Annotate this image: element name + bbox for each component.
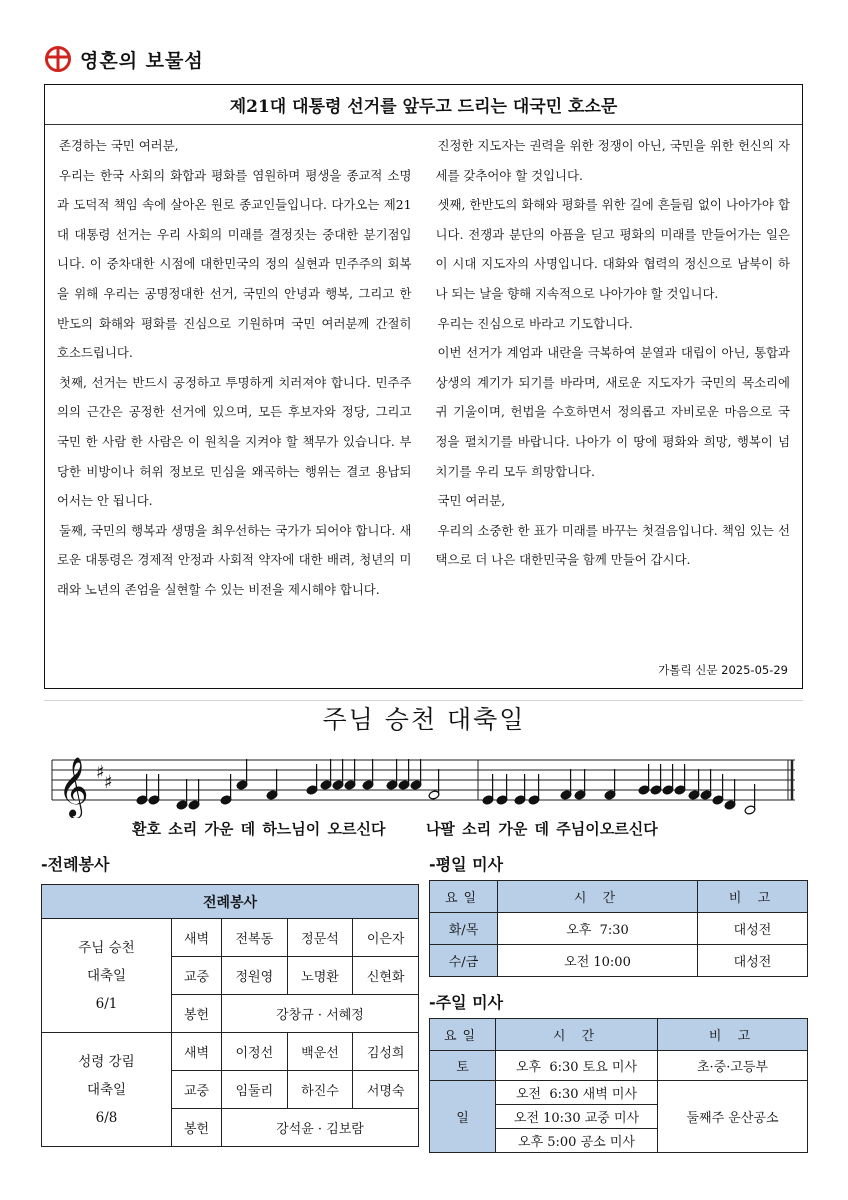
time-cell: 오전 6:30 새벽 미사 [496, 1081, 658, 1105]
sunday-section-label: -주일 미사 [429, 993, 504, 1012]
note-cell: 초·중·고등부 [658, 1051, 808, 1081]
appeal-paragraph: 우리의 소중한 한 표가 미래를 바꾸는 첫걸음입니다. 책임 있는 선택으로 더 나은 대한민국을 함께 만들어 갑시다. [435, 522, 790, 568]
role-label: 봉헌 [172, 995, 222, 1033]
header-title: 영혼의 보물섬 [80, 49, 204, 72]
header [44, 44, 204, 74]
time-cell: 오후 7:30 [498, 913, 698, 945]
table-row [42, 919, 419, 957]
appeal-paragraph: 이번 선거가 계엄과 내란을 극복하여 분열과 대립이 아닌, 통합과 상생의 계기가 되기를 바라며, 새로운 지도자가 국민의 목소리에 귀 기울이며, 헌법을 수호하면서 정의롭고 자비로운 마음으로 국정을 펼치기를 바랍니다. 나아가 이 땅에 평화와 희망, 행복이 넘치기를 우리 모두 희망합니다. [435, 345, 790, 479]
server-name: 서명숙 [353, 1071, 419, 1109]
table-row [430, 1081, 808, 1105]
appeal-left-column [45, 125, 424, 688]
weekday-mass-table [429, 880, 808, 977]
appeal-title: 제21대 대통령 선거를 앞두고 드리는 대국민 호소문 [45, 85, 802, 125]
weekday-section-label: -평일 미사 [429, 855, 504, 874]
day-cell: 수/금 [430, 945, 498, 977]
feast-cell: 성령 강림 대축일 6/8 [42, 1033, 172, 1147]
note-cell: 대성전 [698, 913, 808, 945]
lyrics-phrase-2: 나팔 소리 가운 데 주님이오르신다 [425, 820, 658, 838]
treble-clef-icon: 𝄞 [58, 757, 89, 817]
server-name: 백운선 [287, 1033, 353, 1071]
column-header: 시 간 [496, 1019, 658, 1051]
note-cell: 대성전 [698, 945, 808, 977]
column-header: 비 고 [698, 881, 808, 913]
feast-cell: 주님 승천 대축일 6/1 [42, 919, 172, 1033]
music-staff [50, 748, 800, 818]
appeal-signature: 가톨릭 신문 2025-05-29 [658, 663, 788, 677]
server-name: 김성희 [353, 1033, 419, 1071]
day-cell: 토 [430, 1051, 496, 1081]
liturgy-caption: 전례봉사 [42, 885, 419, 919]
day-cell: 화/목 [430, 913, 498, 945]
hymn-lyrics [132, 818, 832, 839]
sunday-mass-table [429, 1018, 808, 1153]
day-cell: 일 [430, 1081, 496, 1153]
table-row [42, 1033, 419, 1071]
server-name: 정문석 [287, 919, 353, 957]
server-name: 이정선 [222, 1033, 288, 1071]
appeal-paragraph: 셋째, 한반도의 화해와 평화를 위한 길에 흔들림 없이 나아가야 합니다. 전쟁과 분단의 아픔을 딛고 평화의 미래를 만들어가는 일은 이 시대 지도자의 사명입니다. 대화와 협력의 정신으로 남북이 하나 되는 날을 향해 지속적으로 나아가야 할 것입니다. [435, 197, 790, 301]
liturgy-table [41, 884, 419, 1147]
server-name: 하진수 [287, 1071, 353, 1109]
column-header: 시 간 [498, 881, 698, 913]
appeal-box [44, 84, 803, 689]
appeal-paragraph: 우리는 진심으로 바라고 기도합니다. [437, 315, 633, 331]
column-header: 요일 [430, 881, 498, 913]
appeal-paragraph: 진정한 지도자는 권력을 위한 정쟁이 아닌, 국민을 위한 헌신의 자세를 갖추어야 할 것입니다. [435, 138, 790, 183]
table-row [430, 945, 808, 977]
server-name: 임둘리 [222, 1071, 288, 1109]
note-cell: 둘째주 운산공소 [658, 1081, 808, 1153]
role-label: 교중 [172, 1071, 222, 1109]
table-row [430, 1051, 808, 1081]
role-label: 봉헌 [172, 1109, 222, 1147]
appeal-right-column [424, 125, 803, 688]
time-cell: 오전 10:00 [498, 945, 698, 977]
column-header: 비 고 [658, 1019, 808, 1051]
server-name: 이은자 [353, 919, 419, 957]
server-name: 신현화 [353, 957, 419, 995]
sharp-icon: ♯ [96, 762, 105, 783]
sharp-icon: ♯ [104, 772, 113, 793]
server-name: 전복동 [222, 919, 288, 957]
server-name: 정원영 [222, 957, 288, 995]
role-label: 새벽 [172, 919, 222, 957]
cross-circle-icon [44, 45, 72, 73]
offering-names: 강창규 · 서혜정 [222, 995, 419, 1033]
time-cell: 오전 10:30 교중 미사 [496, 1105, 658, 1129]
hymn-title: 주님 승천 대축일 [322, 705, 526, 734]
table-row [430, 913, 808, 945]
appeal-paragraph: 존경하는 국민 여러분, [59, 138, 179, 153]
table-header-row [430, 881, 808, 913]
appeal-paragraph: 우리는 한국 사회의 화합과 평화를 염원하며 평생을 종교적 소명과 도덕적 책임 속에 살아온 원로 종교인들입니다. 다가오는 제21대 대통령 선거는 우리 사회의 미래를 결정짓는 중대한 분기점입니다. 이 중차대한 시점에 대한민국의 정의 실현과 민주주의 회복을 위해 우리는 공명정대한 선거, 국민의 안녕과 행복, 그리고 한반도의 화해와 평화를 진심으로 기원하며 국민 여러분께 간절히 호소드립니다. [57, 167, 412, 361]
appeal-paragraph: 둘째, 국민의 행복과 생명을 최우선하는 국가가 되어야 합니다. 새로운 대통령은 경제적 안정과 사회적 약자에 대한 배려, 청년의 미래와 노년의 존엄을 실현할 수 있는 비전을 제시해야 합니다. [57, 522, 412, 597]
notes-group [136, 759, 756, 815]
time-cell: 오후 6:30 토요 미사 [496, 1051, 658, 1081]
role-label: 교중 [172, 957, 222, 995]
role-label: 새벽 [172, 1033, 222, 1071]
table-header-row [430, 1019, 808, 1051]
offering-names: 강석윤 · 김보람 [222, 1109, 419, 1147]
lyrics-phrase-1: 환호 소리 가운 데 하느님이 오르신다 [132, 820, 386, 838]
liturgy-section-label: -전례봉사 [41, 855, 110, 874]
server-name: 노명환 [287, 957, 353, 995]
time-cell: 오후 5:00 공소 미사 [496, 1129, 658, 1153]
column-header: 요일 [430, 1019, 496, 1051]
appeal-paragraph: 첫째, 선거는 반드시 공정하고 투명하게 치러져야 합니다. 민주주의의 근간은 공정한 선거에 있으며, 모든 후보자와 정당, 그리고 국민 한 사람 한 사람은 이 원칙을 지켜야 할 책무가 있습니다. 부당한 비방이나 허위 정보로 민심을 왜곡하는 행위는 결코 용납되어서는 안 됩니다. [57, 374, 412, 509]
appeal-paragraph: 국민 여러분, [437, 493, 506, 509]
